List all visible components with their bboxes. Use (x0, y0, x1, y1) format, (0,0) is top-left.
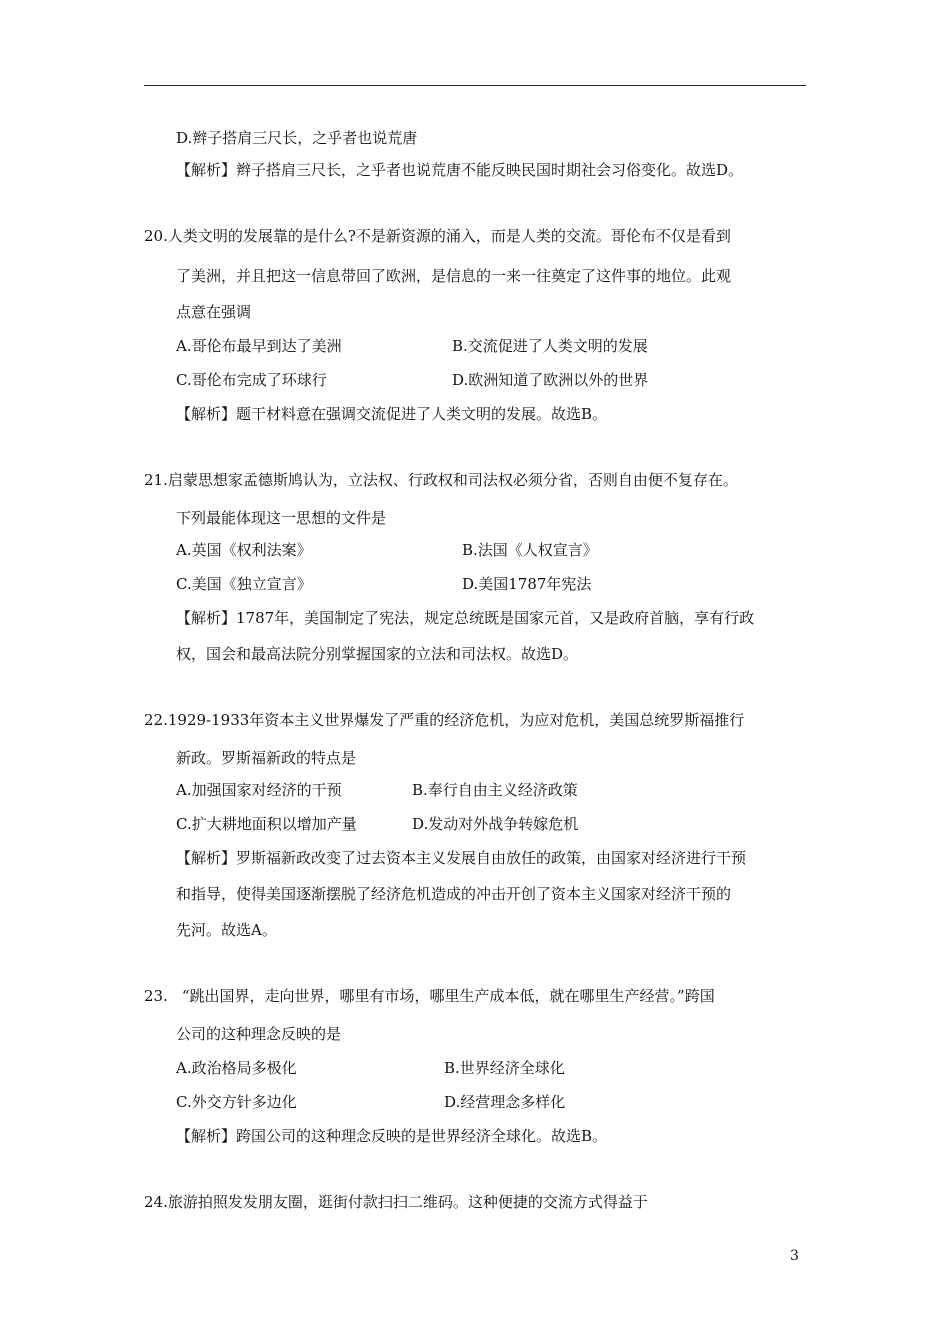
q19-option-d: D.辫子搭肩三尺长，之乎者也说荒唐 (176, 129, 418, 147)
q23-option-c: C.外交方针多边化 (176, 1093, 297, 1111)
q20-stem-line: 点意在强调 (176, 303, 252, 321)
q20-option-a: A.哥伦布最早到达了美洲 (176, 337, 342, 355)
q20-option-c: C.哥伦布完成了环球行 (176, 371, 327, 389)
q23-stem-line: 公司的这种理念反映的是 (176, 1025, 342, 1043)
q22-analysis-line: 先河。故选A。 (176, 921, 277, 939)
page-number: 3 (790, 1248, 799, 1264)
q21-stem-line: 下列最能体现这一思想的文件是 (176, 509, 387, 527)
q20-analysis: 【解析】题干材料意在强调交流促进了人类文明的发展。故选B。 (176, 405, 608, 423)
q22-option-b: B.奉行自由主义经济政策 (412, 781, 578, 799)
q22-analysis-line: 和指导，使得美国逐渐摆脱了经济危机造成的冲击开创了资本主义国家对经济干预的 (176, 885, 732, 903)
q22-number-stem: 22.1929-1933年资本主义世界爆发了严重的经济危机，为应对危机，美国总统罗斯福推行 (144, 711, 745, 729)
q21-option-b: B.法国《人权宣言》 (462, 541, 598, 559)
q23-option-d: D.经营理念多样化 (444, 1093, 566, 1111)
q24-number-stem: 24.旅游拍照发发朋友圈，逛街付款扫扫二维码。这种便捷的交流方式得益于 (144, 1193, 648, 1211)
q21-option-d: D.美国1787年宪法 (462, 575, 592, 593)
q21-number-stem: 21.启蒙思想家孟德斯鸠认为，立法权、行政权和司法权必须分省，否则自由便不复存在。 (144, 471, 738, 489)
q23-option-b: B.世界经济全球化 (444, 1059, 565, 1077)
q22-option-d: D.发动对外战争转嫁危机 (412, 815, 579, 833)
header-rule (144, 85, 806, 86)
q22-option-c: C.扩大耕地面积以增加产量 (176, 815, 357, 833)
q20-option-d: D.欧洲知道了欧洲以外的世界 (452, 371, 649, 389)
q21-analysis-line: 权，国会和最高法院分别掌握国家的立法和司法权。故选D。 (176, 645, 579, 663)
q21-option-a: A.英国《权利法案》 (176, 541, 312, 559)
q19-analysis: 【解析】辫子搭肩三尺长，之乎者也说荒唐不能反映民国时期社会习俗变化。故选D。 (176, 161, 744, 179)
q20-option-b: B.交流促进了人类文明的发展 (452, 337, 648, 355)
q23-analysis: 【解析】跨国公司的这种理念反映的是世界经济全球化。故选B。 (176, 1127, 608, 1145)
q22-stem-line: 新政。罗斯福新政的特点是 (176, 749, 357, 767)
q21-option-c: C.美国《独立宣言》 (176, 575, 312, 593)
q23-option-a: A.政治格局多极化 (176, 1059, 297, 1077)
q20-stem-line: 了美洲，并且把这一信息带回了欧洲，是信息的一来一往奠定了这件事的地位。此观 (176, 267, 732, 285)
q23-number-stem: 23. “跳出国界，走向世界，哪里有市场，哪里生产成本低，就在哪里生产经营。”跨国 (144, 987, 715, 1005)
q20-number-stem: 20.人类文明的发展靠的是什么?不是新资源的涌入，而是人类的交流。哥伦布不仅是看到 (144, 227, 731, 245)
q22-analysis-line: 【解析】罗斯福新政改变了过去资本主义发展自由放任的政策，由国家对经济进行干预 (176, 849, 747, 867)
q21-analysis-line: 【解析】1787年，美国制定了宪法，规定总统既是国家元首，又是政府首脑，享有行政 (176, 609, 755, 627)
q22-option-a: A.加强国家对经济的干预 (176, 781, 342, 799)
